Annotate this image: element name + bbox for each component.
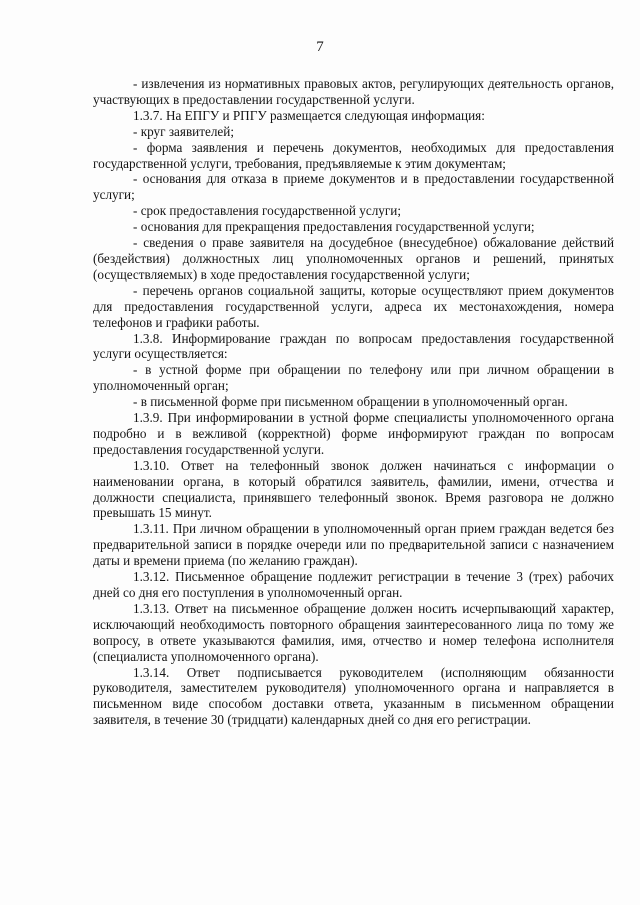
paragraph-1-3-11: 1.3.11. При личном обращении в уполномоченный орган прием граждан ведется без предварительной записи в порядке очереди или по предварительной записи с назначением даты и времени приема (по желанию граждан). bbox=[93, 521, 614, 569]
paragraph-1-3-14: 1.3.14. Ответ подписывается руководителем (исполняющим обязанности руководителя, заместителем руководителя) уполномоченного органа и направляется в письменном виде способом доставки ответа, указанным в письменном обращении заявителя, в течение 30 (тридцати) календарных дней со дня его регистрации. bbox=[93, 664, 614, 728]
paragraph-oral-form: - в устной форме при обращении по телефону или при личном обращении в уполномоченный орган; bbox=[93, 362, 614, 394]
paragraph-applicants-circle: - круг заявителей; bbox=[133, 123, 234, 139]
paragraph-1-3-13: 1.3.13. Ответ на письменное обращение должен носить исчерпывающий характер, исключающий необходимость повторного обращения заинтересованного лица по тому же вопросу, в ответе указываются фамилия, имя, отчество и номер телефона исполнителя (специалиста уполномоченного органа). bbox=[93, 600, 614, 664]
paragraph-extracts-from-regulations: - извлечения из нормативных правовых актов, регулирующих деятельность органов, участвующих в предоставлении государственной услуги. bbox=[93, 76, 614, 107]
paragraph-service-term: - срок предоставления государственной услуги; bbox=[133, 203, 402, 219]
paragraph-1-3-7-heading: 1.3.7. На ЕПГУ и РПГУ размещается следующая информация: bbox=[133, 107, 485, 123]
document-body bbox=[93, 76, 614, 728]
paragraph-1-3-10: 1.3.10. Ответ на телефонный звонок должен начинаться с информации о наименовании органа, в который обратился заявитель, фамилии, имени, отчества и должности специалиста, принявшего телефонный звонок. Время разговора не должно превышать 15 минут. bbox=[93, 457, 614, 521]
paragraph-appeal-rights: - сведения о праве заявителя на досудебное (внесудебное) обжалование действий (бездействия) должностных лиц уполномоченных органов и решений, принятых (осуществляемых) в ходе предоставления государственной услуги; bbox=[93, 235, 614, 282]
paragraph-written-form: - в письменной форме при письменном обращении в уполномоченный орган. bbox=[133, 394, 568, 410]
paragraph-termination-grounds: - основания для прекращения предоставления государственной услуги; bbox=[133, 219, 535, 235]
paragraph-social-protection-bodies: - перечень органов социальной защиты, которые осуществляют прием документов для предоставления государственной услуги, адреса их местонахождения, номера телефонов и графики работы. bbox=[93, 282, 614, 330]
page-number: 7 bbox=[316, 39, 324, 55]
paragraph-1-3-9: 1.3.9. При информировании в устной форме специалисты уполномоченного органа подробно и в вежливой (корректной) форме информируют граждан по вопросам предоставления государственной услуги. bbox=[93, 410, 614, 457]
paragraph-1-3-8: 1.3.8. Информирование граждан по вопросам предоставления государственной услуги осуществляется: bbox=[93, 330, 614, 362]
paragraph-refusal-grounds: - основания для отказа в приеме документов и в предоставлении государственной услуги; bbox=[93, 171, 614, 203]
paragraph-1-3-12: 1.3.12. Письменное обращение подлежит регистрации в течение 3 (трех) рабочих дней со дня его поступления в уполномоченный орган. bbox=[93, 569, 614, 600]
paragraph-application-form: - форма заявления и перечень документов, необходимых для предоставления государственной услуги, требования, предъявляемые к этим документам; bbox=[93, 139, 614, 171]
